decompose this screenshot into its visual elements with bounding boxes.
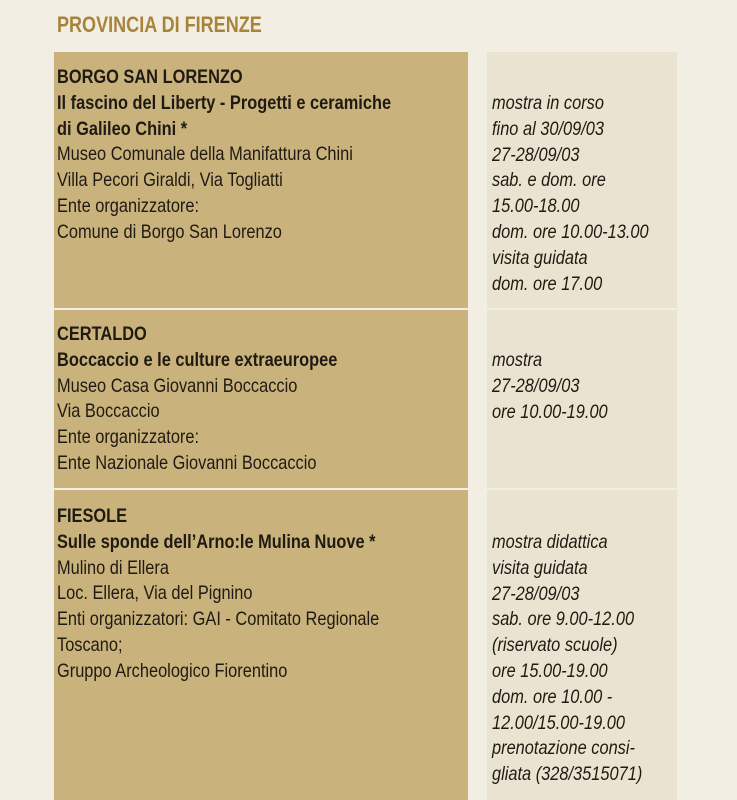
- info-line: sab. ore 9.00-12.00: [492, 608, 635, 631]
- organizer: Gruppo Archeologico Fiorentino: [57, 659, 288, 682]
- town-name: CERTALDO: [57, 323, 147, 345]
- info-line: dom. ore 10.00 -: [492, 685, 613, 708]
- info-line: ore 15.00-19.00: [492, 659, 608, 682]
- info-line: mostra didattica: [492, 531, 608, 553]
- info-line: dom. ore 10.00-13.00: [492, 220, 649, 243]
- info-line: visita guidata: [492, 556, 588, 579]
- organizer: Ente Nazionale Giovanni Boccaccio: [57, 451, 317, 474]
- town-name: BORGO SAN LORENZO: [57, 66, 243, 88]
- info-line: 27-28/09/03: [492, 582, 580, 605]
- address: Via Boccaccio: [57, 400, 160, 423]
- event-fiesole: [54, 490, 468, 800]
- address: Villa Pecori Giraldi, Via Togliatti: [57, 169, 283, 192]
- event-info-fiesole: [487, 490, 677, 800]
- info-line: mostra: [492, 349, 543, 371]
- event-certaldo: [54, 310, 468, 488]
- organizer: Comune di Borgo San Lorenzo: [57, 220, 282, 243]
- info-line: (riservato scuole): [492, 634, 618, 657]
- info-line: 12.00/15.00-19.00: [492, 711, 625, 734]
- info-line: prenotazione consi-: [492, 737, 635, 760]
- info-line: 27-28/09/03: [492, 143, 580, 166]
- info-line: ore 10.00-19.00: [492, 400, 608, 423]
- info-line: 15.00-18.00: [492, 195, 580, 218]
- organizer-label: Ente organizzatore:: [57, 426, 200, 449]
- organizer-label: Ente organizzatore:: [57, 194, 200, 217]
- info-line: gliata (328/3515071): [492, 763, 643, 786]
- venue: Museo Casa Giovanni Boccaccio: [57, 374, 298, 397]
- info-line: dom. ore 17.00: [492, 272, 603, 295]
- info-line: 27-28/09/03: [492, 374, 580, 397]
- venue: Museo Comunale della Manifattura Chini: [57, 143, 353, 166]
- event-main: [57, 65, 391, 246]
- info-line: fino al 30/09/03: [492, 117, 605, 140]
- address: Loc. Ellera, Via del Pignino: [57, 582, 253, 605]
- info-line: visita guidata: [492, 246, 588, 269]
- event-info-certaldo: [487, 310, 677, 488]
- organizer: Toscano;: [57, 633, 123, 656]
- event-borgo-san-lorenzo: [54, 52, 468, 308]
- event-title: di Galileo Chini *: [57, 117, 188, 140]
- info-line: sab. e dom. ore: [492, 169, 606, 192]
- organizer: Enti organizzatori: GAI - Comitato Regionale: [57, 608, 380, 631]
- info-line: mostra in corso: [492, 92, 604, 114]
- event-title: Sulle sponde dell’Arno:le Mulina Nuove *: [57, 530, 376, 553]
- province-heading: PROVINCIA DI FIRENZE: [57, 12, 262, 37]
- event-title: Boccaccio e le culture extraeuropee: [57, 348, 338, 371]
- event-title: Il fascino del Liberty - Progetti e ceramiche: [57, 91, 392, 114]
- event-info-borgo-san-lorenzo: [487, 52, 677, 308]
- venue: Mulino di Ellera: [57, 556, 169, 579]
- town-name: FIESOLE: [57, 505, 128, 527]
